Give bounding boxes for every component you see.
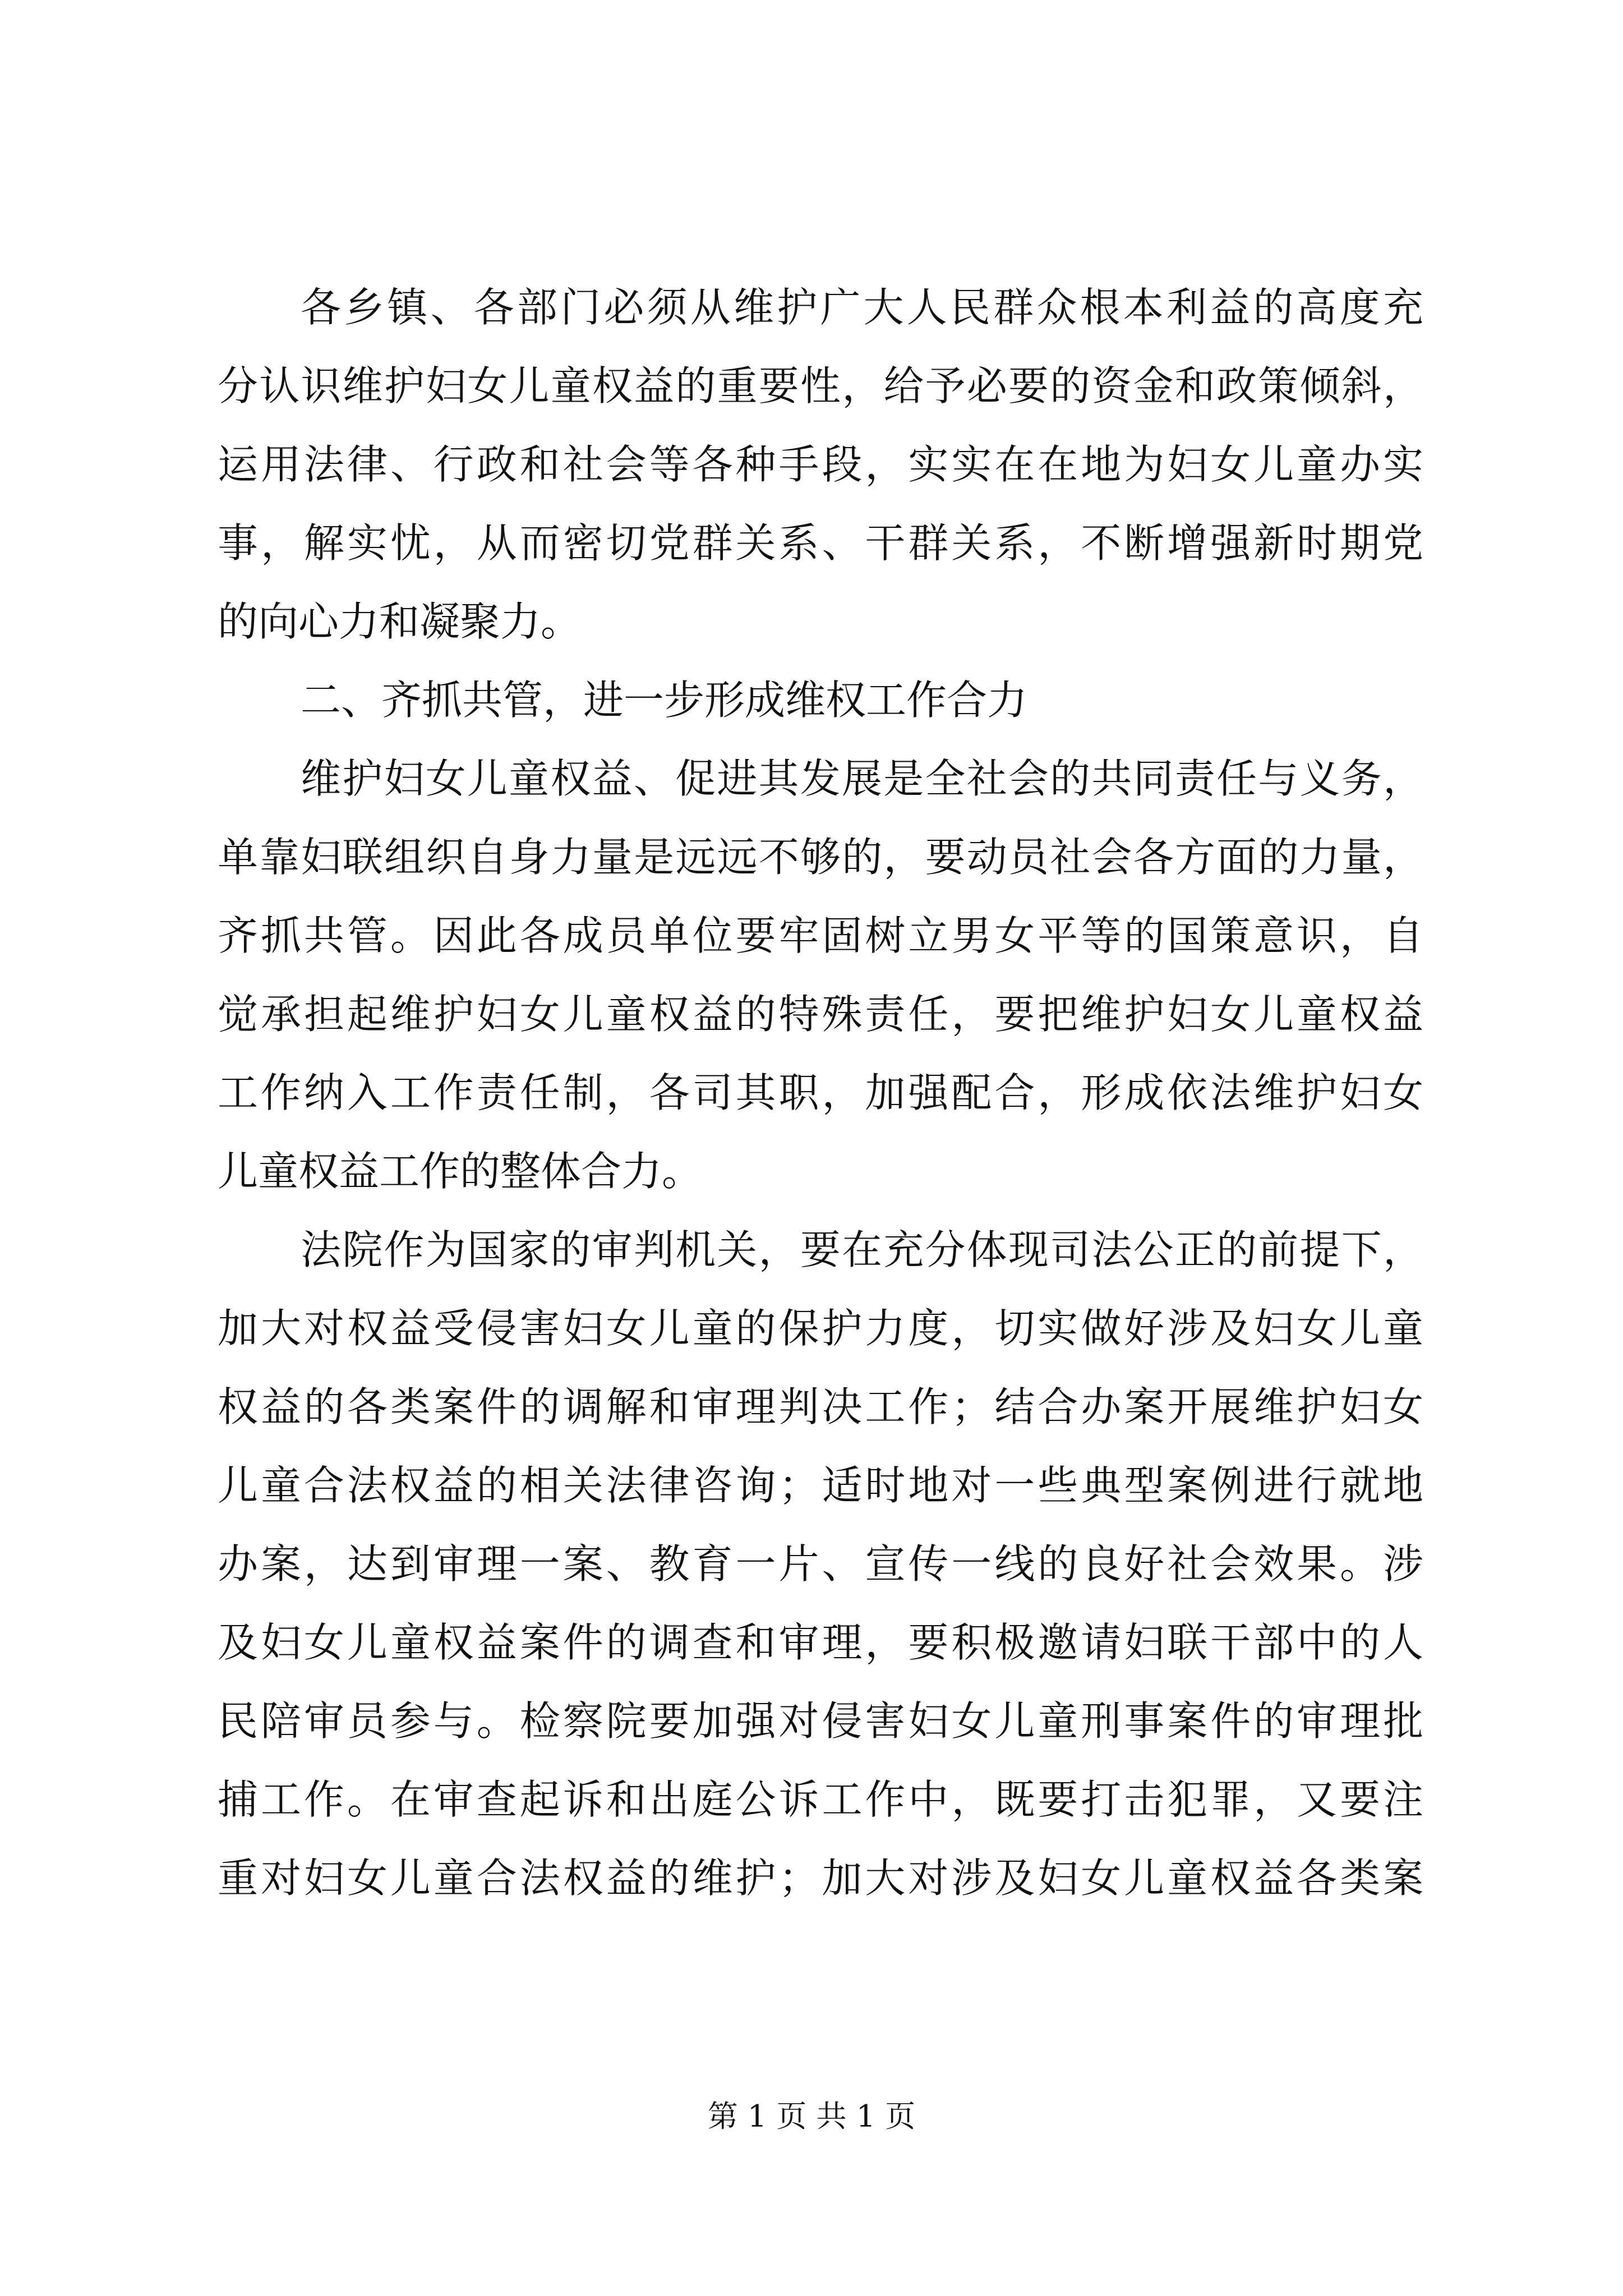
section-heading: 二、齐抓共管，进一步形成维权工作合力 bbox=[301, 677, 1028, 724]
text-line: 法院作为国家的审判机关，要在充分体现司法公正的前提下， bbox=[301, 1226, 1423, 1273]
text-line: 民陪审员参与。检察院要加强对侵害妇女儿童刑事案件的审理批 bbox=[218, 1697, 1423, 1745]
text-line: 加大对权益受侵害妇女儿童的保护力度，切实做好涉及妇女儿童 bbox=[218, 1305, 1423, 1352]
text-line: 的向心力和凝聚力。 bbox=[218, 598, 582, 645]
text-line: 各乡镇、各部门必须从维护广大人民群众根本利益的高度充 bbox=[301, 284, 1423, 331]
text-line: 维护妇女儿童权益、促进其发展是全社会的共同责任与义务， bbox=[301, 755, 1423, 802]
text-line: 齐抓共管。因此各成员单位要牢固树立男女平等的国策意识，自 bbox=[218, 912, 1423, 959]
text-line: 觉承担起维护妇女儿童权益的特殊责任，要把维护妇女儿童权益 bbox=[218, 991, 1423, 1038]
text-line: 事，解实忧，从而密切党群关系、干群关系，不断增强新时期党 bbox=[218, 519, 1423, 567]
text-line: 权益的各类案件的调解和审理判决工作；结合办案开展维护妇女 bbox=[218, 1383, 1423, 1430]
text-line: 重对妇女儿童合法权益的维护；加大对涉及妇女儿童权益各类案 bbox=[218, 1855, 1423, 1902]
text-line: 儿童合法权益的相关法律咨询；适时地对一些典型案例进行就地 bbox=[218, 1462, 1423, 1509]
page-footer: 第 1 页 共 1 页 bbox=[707, 2099, 916, 2134]
text-line: 捕工作。在审查起诉和出庭公诉工作中，既要打击犯罪，又要注 bbox=[218, 1776, 1423, 1823]
text-line: 工作纳入工作责任制，各司其职，加强配合，形成依法维护妇女 bbox=[218, 1069, 1423, 1116]
text-line: 运用法律、行政和社会等各种手段，实实在在地为妇女儿童办实 bbox=[218, 441, 1423, 488]
text-line: 儿童权益工作的整体合力。 bbox=[218, 1148, 703, 1195]
text-line: 单靠妇联组织自身力量是远远不够的，要动员社会各方面的力量， bbox=[218, 834, 1423, 881]
text-line: 及妇女儿童权益案件的调查和审理，要积极邀请妇联干部中的人 bbox=[218, 1619, 1423, 1666]
body-text bbox=[218, 268, 1423, 1917]
text-line: 分认识维护妇女儿童权益的重要性，给予必要的资金和政策倾斜， bbox=[218, 362, 1423, 409]
text-line: 办案，达到审理一案、教育一片、宣传一线的良好社会效果。涉 bbox=[218, 1540, 1423, 1588]
